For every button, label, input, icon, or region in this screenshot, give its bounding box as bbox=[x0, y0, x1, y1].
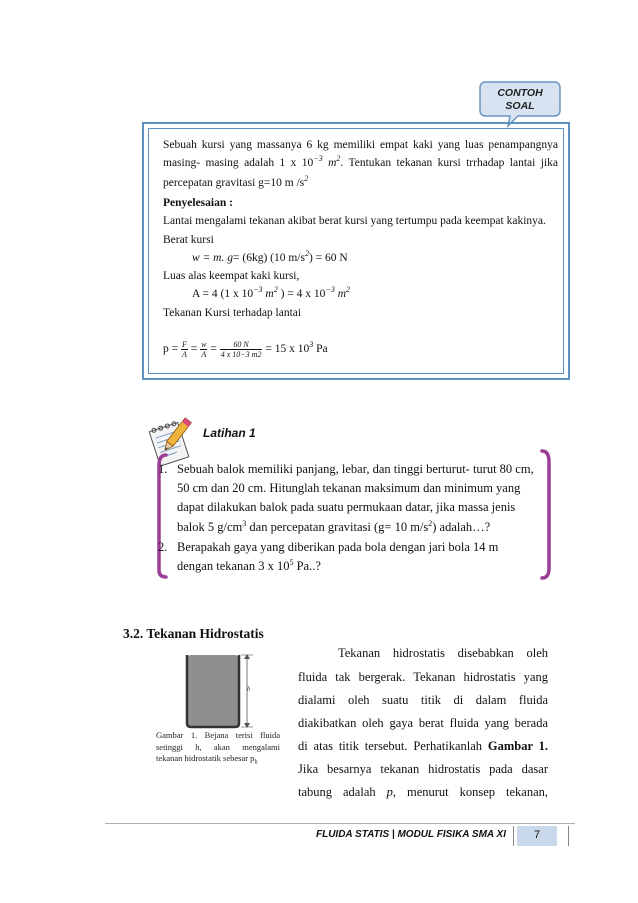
area-formula: A = 4 (1 x $10^{-3}$ $m^2$ ) = 4 x $10^{-3}$ $m^2$ bbox=[192, 285, 351, 300]
callout-line2: SOAL bbox=[505, 100, 535, 112]
q1-line-1: Sebuah balok memiliki panjang, lebar, dan tinggi berturut- turut 80 cm, bbox=[177, 462, 534, 476]
footer-tick-right bbox=[568, 826, 569, 846]
height-label: h bbox=[247, 685, 251, 693]
pressure-formula: p = $\frac{F}{A}$ = $\frac{w}{A}$ = $\frac{60 N}{4 x 10-3 m2}$ = 15 x $10^3$ Pa bbox=[163, 339, 328, 359]
contoh-soal-callout bbox=[478, 80, 562, 120]
q1-line-4: balok 5 $g/cm^3$ dan percepatan gravitasi (g= 10 $m/s^2$) adalah…? bbox=[177, 518, 491, 534]
body-line-6: Jika besarnya tekanan hidrostatis pada dasar bbox=[298, 762, 548, 776]
body-line-5: di atas titik tersebut. Perhatikanlah Gambar 1. bbox=[298, 739, 548, 753]
fluid-container-figure bbox=[183, 653, 263, 731]
q1-line-2: 50 cm dan 20 cm. Hitunglah tekanan maksimum dan minimum yang bbox=[177, 481, 521, 495]
example-line-1: Sebuah kursi yang massanya 6 kg memiliki empat kaki yang luas penampangnya bbox=[163, 139, 558, 151]
q1-number: 1. bbox=[158, 462, 168, 476]
example-line-6: Berat kursi bbox=[163, 234, 214, 246]
example-line-3: percepatan gravitasi g=10 m $/s^2$ bbox=[163, 174, 309, 189]
callout-line1: CONTOH bbox=[497, 87, 543, 99]
q2-line-1: Berapakah gaya yang diberikan pada bola dengan jari bola 14 m bbox=[177, 540, 499, 554]
section-title: 3.2. Tekanan Hidrostatis bbox=[123, 626, 264, 641]
q2-number: 2. bbox=[158, 540, 168, 554]
body-line-2: fluida tak bergerak. Tekanan hidrostatis yang bbox=[298, 670, 548, 684]
body-line-4: diakibatkan oleh gaya berat fluida yang berada bbox=[298, 716, 548, 730]
footer-title: FLUIDA STATIS | MODUL FISIKA SMA XI bbox=[315, 829, 506, 840]
q1-line-3: dapat dilakukan balok pada suatu permukaan datar, jika massa jenis bbox=[177, 500, 516, 514]
right-brace-icon bbox=[538, 448, 558, 582]
footer-tick-left bbox=[513, 826, 514, 846]
footer-divider bbox=[105, 823, 575, 824]
body-line-1: Tekanan hidrostatis disebabkan oleh bbox=[338, 646, 548, 660]
latihan-title: Latihan 1 bbox=[203, 426, 256, 440]
solution-heading: Penyelesaian : bbox=[163, 197, 233, 209]
figure-caption: Gambar 1. Bejana terisi fluida setinggi h, akan mengalami tekanan hidrostatik sebesar $p_h$ bbox=[156, 730, 280, 766]
weight-formula: w = m. g= (6kg) (10 $m/s^2) = 60$ N bbox=[192, 249, 348, 264]
body-line-7: tabung adalah p, menurut konsep tekanan, bbox=[298, 785, 548, 799]
q2-line-2: dengan tekanan 3 x $10^5$ Pa..? bbox=[177, 557, 321, 573]
example-line-8: Luas alas keempat kaki kursi, bbox=[163, 270, 300, 282]
example-line-5: Lantai mengalami tekanan akibat berat kursi yang tertumpu pada keempat kakinya. bbox=[163, 215, 546, 227]
example-line-10: Tekanan Kursi terhadap lantai bbox=[163, 307, 302, 319]
example-line-2: masing- masing adalah 1 x $10^{-3}$ $m^2$. Tentukan tekanan kursi trrhadap lantai jika bbox=[163, 154, 558, 169]
body-line-3: dialami oleh suatu titik di dalam fluida bbox=[298, 693, 548, 707]
page-number: 7 bbox=[533, 829, 541, 841]
